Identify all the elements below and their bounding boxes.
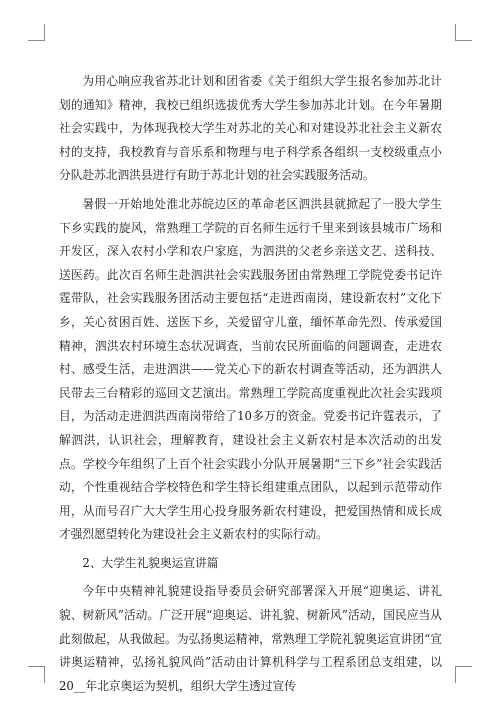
section-heading: 2、大学生礼貌奥运宣讲篇 xyxy=(82,555,219,570)
document-page xyxy=(59,70,442,703)
paragraph-intro: 为用心响应我省苏北计划和团省委《关于组织大学生报名参加苏北计划的通知》精神，我校已组织选拔优秀大学生参加苏北计划。在今年暑期社会实践中，为体现我校大学生对苏北的关心和对建设苏北社会主义新农村的支持，我校教育与音乐系和物理与电子科学系各组织一支校级重点小分队赴苏北泗洪县进行有助于苏北计划的社会实践服务活动。 xyxy=(59,74,442,183)
crop-mark-top-left xyxy=(28,24,45,41)
paragraph-summer-practice: 暑假一开始地处淮北苏皖边区的革命老区泗洪县就掀起了一股大学生下乡实践的旋风，常熟理工学院的百名师生远行千里来到该县城市广场和开发区，深入农村小学和农户家庭，为泗洪的父老乡亲送文艺、送科技、送医药。此次百名师生赴泗洪社会实践服务团由常熟理工学院党委书记许霆带队，社会实践服务团活动主要包括“走进西南岗，建设新农村”文化下乡，关心贫困百姓、送医下乡，关爱留守儿童，缅怀革命先烈、传承爱国精神，泗洪农村环境生态状况调查，当前农民所面临的问题调查，走进农村、感受生活，走进泗洪——党关心下的新农村调查等活动，还为泗洪人民带去三台精彩的巡回文艺演出。常熟理工学院高度重视此次社会实践项目，为活动走进泗洪西南岗带给了10多万的资金。党委书记许霆表示，了解泗洪，认识社会，理解教育，建设社会主义新农村是本次活动的出发点。学校今年组织了上百个社会实践小分队开展暑期“三下乡”社会实践活动，个性重视结合学校特色和学生特长组建重点团队，以起到示范带动作用，从而号召广大大学生用心投身服务新农村建设，把爱国热情和成长成才强烈愿望转化为建设社会主义新农村的实际行动。 xyxy=(59,196,442,542)
crop-mark-bottom-right xyxy=(455,666,472,683)
crop-mark-bottom-left xyxy=(28,666,45,683)
paragraph-olympics: 今年中央精神礼貌建设指导委员会研究部署深入开展“迎奥运、讲礼貌、树新风”活动。广泛开展“迎奥运、讲礼貌、树新风”活动，国民应当从此刻做起，从我做起。为弘扬奥运精神，常熟理工学院礼貌奥运宣讲团“宣讲奥运精神，弘扬礼貌风尚”活动由计算机科学与工程系团总支组建，以20__年北京奥运为契机，组织大学生透过宣传 xyxy=(59,584,442,693)
crop-mark-top-right xyxy=(455,24,472,41)
